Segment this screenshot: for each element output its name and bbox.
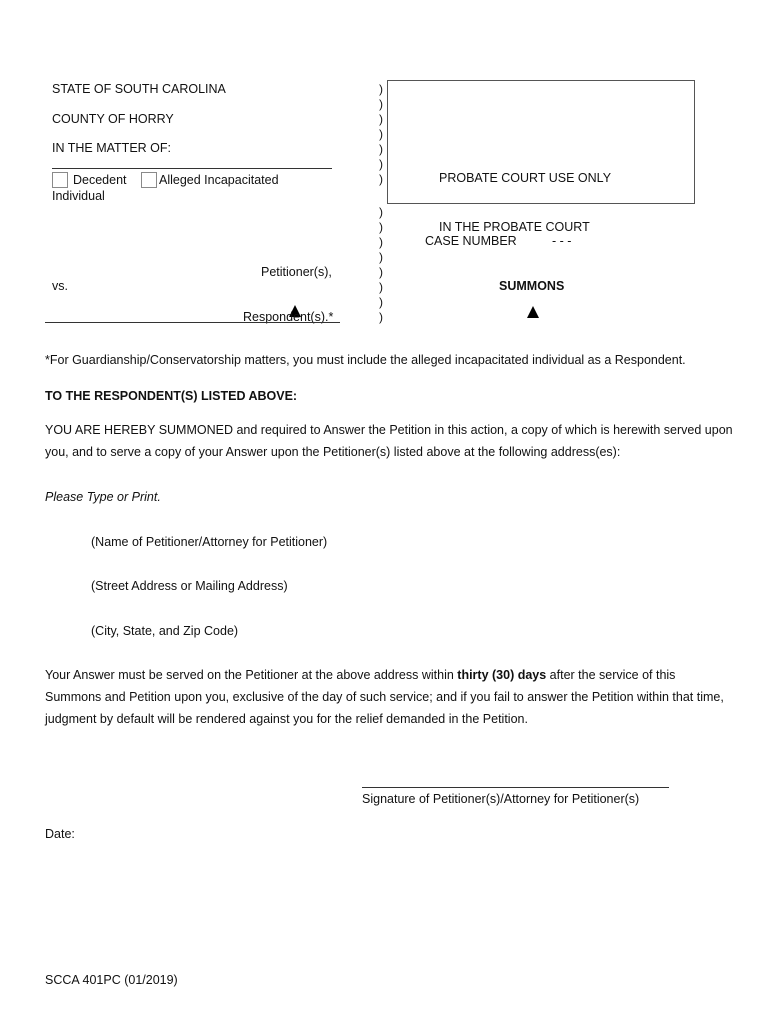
date-label: Date:	[45, 827, 75, 841]
pointer-triangle-icon	[527, 306, 539, 318]
paren: )	[379, 280, 383, 294]
paren: )	[379, 142, 383, 156]
signature-line[interactable]	[362, 787, 669, 788]
paren: )	[379, 250, 383, 264]
petitioner-name-field[interactable]: (Name of Petitioner/Attorney for Petitioner)	[91, 535, 328, 549]
signature-label: Signature of Petitioner(s)/Attorney for Petitioner(s)	[362, 792, 640, 806]
document-title: SUMMONS	[499, 279, 565, 293]
answer-deadline: thirty (30) days	[457, 668, 547, 682]
in-probate-court-label: IN THE PROBATE COURT	[439, 220, 590, 234]
petitioners-label: Petitioner(s),	[261, 265, 332, 279]
alleged-incapacitated-label: Alleged Incapacitated	[159, 173, 279, 187]
probate-court-use-box	[387, 80, 695, 204]
matter-name-line[interactable]	[52, 168, 332, 169]
paren: )	[379, 205, 383, 219]
summoned-paragraph: YOU ARE HEREBY SUMMONED and required to Answer the Petition in this action, a copy of which is herewith served upon you, and to serve a copy of your Answer upon the Petitioner(s) listed above at the following address(es):	[45, 423, 733, 459]
matter-label: IN THE MATTER OF:	[52, 141, 171, 155]
vs-label: vs.	[52, 279, 68, 293]
please-type-note: Please Type or Print.	[45, 490, 161, 504]
paren: )	[379, 310, 383, 324]
respondents-label: Respondent(s).*	[243, 310, 334, 324]
answer-paragraph	[45, 664, 735, 730]
respondent-name-line[interactable]	[45, 322, 340, 323]
decedent-label: Decedent	[73, 173, 127, 187]
paren: )	[379, 172, 383, 186]
respondents-heading: TO THE RESPONDENT(S) LISTED ABOVE:	[45, 389, 298, 403]
alleged-incapacitated-checkbox[interactable]	[141, 172, 157, 188]
court-use-only-label: PROBATE COURT USE ONLY	[439, 171, 612, 185]
decedent-checkbox[interactable]	[52, 172, 68, 188]
paren: )	[379, 97, 383, 111]
paren: )	[379, 220, 383, 234]
paren: )	[379, 127, 383, 141]
answer-text-end: after the service of this Summons and Petition upon you, exclusive of the day of such service; and if you fail to answer the Petition within that time, judgment by default will be rendered against you for the relief demanded in the Petition.	[45, 668, 724, 726]
case-number-field[interactable]: - - -	[552, 234, 572, 248]
individual-label: Individual	[52, 189, 105, 203]
paren: )	[379, 265, 383, 279]
case-number-label: CASE NUMBER	[425, 234, 517, 248]
street-address-field[interactable]: (Street Address or Mailing Address)	[91, 579, 288, 593]
footnote: *For Guardianship/Conservatorship matters, you must include the alleged incapacitated individual as a Respondent.	[45, 353, 686, 367]
paren: )	[379, 112, 383, 126]
paren: )	[379, 235, 383, 249]
answer-text-start: Your Answer must be served on the Petitioner at the above address within	[45, 668, 458, 682]
paren: )	[379, 295, 383, 309]
county-label: COUNTY OF HORRY	[52, 112, 174, 126]
city-state-zip-field[interactable]: (City, State, and Zip Code)	[91, 624, 239, 638]
paren: )	[379, 82, 383, 96]
form-id: SCCA 401PC (01/2019)	[45, 973, 178, 987]
state-label: STATE OF SOUTH CAROLINA	[52, 82, 226, 96]
paren: )	[379, 157, 383, 171]
